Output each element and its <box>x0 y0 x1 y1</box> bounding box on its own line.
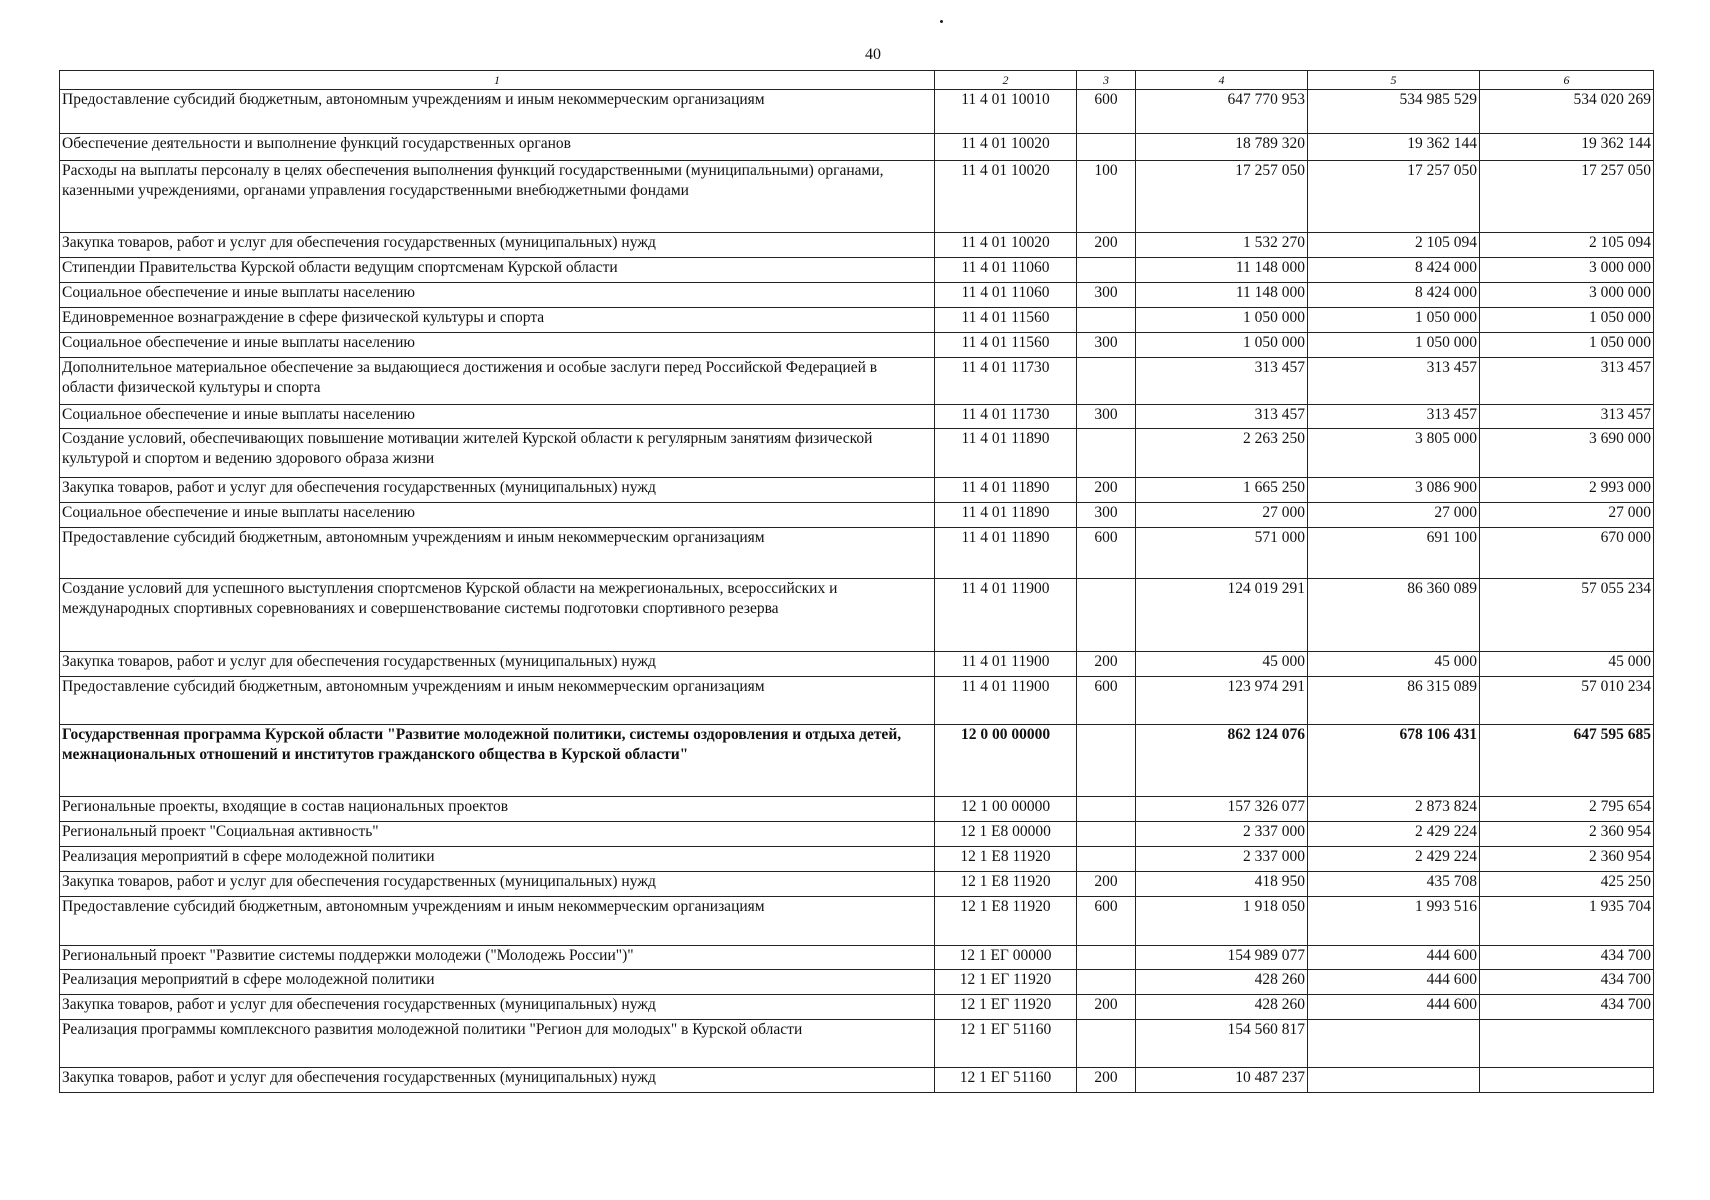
row-amount-2020-cell: 2 429 224 <box>1308 847 1480 872</box>
row-code-cell: 11 4 01 11890 <box>935 429 1077 478</box>
table-row <box>60 970 1654 995</box>
row-amount-2020-cell: 313 457 <box>1308 358 1480 405</box>
row-amount-2021-cell: 2 795 654 <box>1480 797 1654 822</box>
row-code-cell: 12 1 E8 11920 <box>935 897 1077 946</box>
row-code-cell: 12 1 ЕГ 00000 <box>935 946 1077 970</box>
row-code-cell: 12 1 ЕГ 51160 <box>935 1020 1077 1068</box>
table-row <box>60 822 1654 847</box>
row-expense-type-cell <box>1077 579 1136 652</box>
row-code-cell: 11 4 01 10020 <box>935 233 1077 258</box>
row-amount-2021-cell: 313 457 <box>1480 405 1654 429</box>
row-name-cell: Обеспечение деятельности и выполнение функций государственных органов <box>60 134 935 161</box>
row-name-cell: Предоставление субсидий бюджетным, автономным учреждениям и иным некоммерческим организациям <box>60 90 935 134</box>
row-amount-2021-cell: 425 250 <box>1480 872 1654 897</box>
row-code-cell: 12 1 ЕГ 51160 <box>935 1068 1077 1093</box>
row-code-cell: 12 1 E8 11920 <box>935 872 1077 897</box>
row-name-cell: Создание условий для успешного выступления спортсменов Курской области на межрегиональных, всероссийских и международных спортивных соревнованиях и совершенствование системы подготовки спортивного резерва <box>60 579 935 652</box>
row-code-cell: 12 1 E8 00000 <box>935 822 1077 847</box>
row-amount-2019-cell: 27 000 <box>1136 503 1308 528</box>
row-amount-2019-cell: 154 560 817 <box>1136 1020 1308 1068</box>
row-name-cell: Социальное обеспечение и иные выплаты населению <box>60 503 935 528</box>
row-amount-2020-cell: 435 708 <box>1308 872 1480 897</box>
row-expense-type-cell: 100 <box>1077 161 1136 233</box>
row-amount-2021-cell: 27 000 <box>1480 503 1654 528</box>
row-name-cell: Закупка товаров, работ и услуг для обеспечения государственных (муниципальных) нужд <box>60 995 935 1020</box>
row-amount-2021-cell: 2 993 000 <box>1480 478 1654 503</box>
row-amount-2019-cell: 45 000 <box>1136 652 1308 677</box>
row-amount-2019-cell: 418 950 <box>1136 872 1308 897</box>
row-amount-2020-cell: 1 050 000 <box>1308 333 1480 358</box>
row-expense-type-cell: 200 <box>1077 652 1136 677</box>
row-amount-2020-cell: 27 000 <box>1308 503 1480 528</box>
row-name-cell: Расходы на выплаты персоналу в целях обеспечения выполнения функций государственными (муниципальными) органами, казенными учреждениями, органами управления государственными внебюджетными фондами <box>60 161 935 233</box>
row-code-cell: 11 4 01 10020 <box>935 134 1077 161</box>
row-code-cell: 11 4 01 11560 <box>935 308 1077 333</box>
row-amount-2021-cell: 3 000 000 <box>1480 283 1654 308</box>
column-header: 5 <box>1308 71 1480 90</box>
row-amount-2019-cell: 2 337 000 <box>1136 847 1308 872</box>
table-row <box>60 946 1654 970</box>
row-expense-type-cell <box>1077 358 1136 405</box>
row-amount-2020-cell: 678 106 431 <box>1308 725 1480 797</box>
row-name-cell: Закупка товаров, работ и услуг для обеспечения государственных (муниципальных) нужд <box>60 652 935 677</box>
row-name-cell: Реализация мероприятий в сфере молодежной политики <box>60 970 935 995</box>
column-header: 1 <box>60 71 935 90</box>
table-row <box>60 652 1654 677</box>
row-amount-2021-cell: 57 055 234 <box>1480 579 1654 652</box>
table-row <box>60 797 1654 822</box>
row-amount-2021-cell: 534 020 269 <box>1480 90 1654 134</box>
table-row <box>60 233 1654 258</box>
row-name-cell: Социальное обеспечение и иные выплаты населению <box>60 333 935 358</box>
row-name-cell: Закупка товаров, работ и услуг для обеспечения государственных (муниципальных) нужд <box>60 872 935 897</box>
row-amount-2021-cell: 57 010 234 <box>1480 677 1654 725</box>
column-header: 2 <box>935 71 1077 90</box>
row-amount-2020-cell: 8 424 000 <box>1308 258 1480 283</box>
row-amount-2019-cell: 18 789 320 <box>1136 134 1308 161</box>
row-expense-type-cell: 600 <box>1077 677 1136 725</box>
row-name-cell: Закупка товаров, работ и услуг для обеспечения государственных (муниципальных) нужд <box>60 233 935 258</box>
row-code-cell: 11 4 01 11900 <box>935 652 1077 677</box>
row-amount-2020-cell: 313 457 <box>1308 405 1480 429</box>
row-code-cell: 11 4 01 11890 <box>935 478 1077 503</box>
row-name-cell: Стипендии Правительства Курской области ведущим спортсменам Курской области <box>60 258 935 283</box>
row-amount-2021-cell: 1 935 704 <box>1480 897 1654 946</box>
row-code-cell: 12 1 00 00000 <box>935 797 1077 822</box>
row-name-cell: Реализация мероприятий в сфере молодежной политики <box>60 847 935 872</box>
row-code-cell: 11 4 01 11890 <box>935 503 1077 528</box>
row-amount-2021-cell: 670 000 <box>1480 528 1654 579</box>
row-amount-2019-cell: 313 457 <box>1136 358 1308 405</box>
row-code-cell: 11 4 01 11560 <box>935 333 1077 358</box>
table-row <box>60 503 1654 528</box>
table-row <box>60 528 1654 579</box>
row-amount-2020-cell: 86 315 089 <box>1308 677 1480 725</box>
row-expense-type-cell <box>1077 429 1136 478</box>
row-amount-2019-cell: 124 019 291 <box>1136 579 1308 652</box>
budget-table <box>59 70 1654 1093</box>
table-row <box>60 1068 1654 1093</box>
row-amount-2019-cell: 1 532 270 <box>1136 233 1308 258</box>
row-name-cell: Единовременное вознаграждение в сфере физической культуры и спорта <box>60 308 935 333</box>
row-name-cell: Дополнительное материальное обеспечение за выдающиеся достижения и особые заслуги перед Российской Федерацией в области физической культуры и спорта <box>60 358 935 405</box>
column-header: 3 <box>1077 71 1136 90</box>
table-row <box>60 995 1654 1020</box>
row-amount-2019-cell: 11 148 000 <box>1136 283 1308 308</box>
row-expense-type-cell: 300 <box>1077 283 1136 308</box>
row-amount-2019-cell: 571 000 <box>1136 528 1308 579</box>
row-amount-2020-cell: 534 985 529 <box>1308 90 1480 134</box>
row-amount-2020-cell: 2 105 094 <box>1308 233 1480 258</box>
row-amount-2021-cell: 3 000 000 <box>1480 258 1654 283</box>
row-name-cell: Предоставление субсидий бюджетным, автономным учреждениям и иным некоммерческим организациям <box>60 897 935 946</box>
row-code-cell: 11 4 01 10010 <box>935 90 1077 134</box>
table-row <box>60 283 1654 308</box>
row-amount-2021-cell: 1 050 000 <box>1480 308 1654 333</box>
row-expense-type-cell <box>1077 134 1136 161</box>
row-amount-2021-cell: 2 360 954 <box>1480 822 1654 847</box>
row-amount-2020-cell: 444 600 <box>1308 995 1480 1020</box>
row-amount-2021-cell <box>1480 1020 1654 1068</box>
row-amount-2019-cell: 313 457 <box>1136 405 1308 429</box>
row-amount-2021-cell: 647 595 685 <box>1480 725 1654 797</box>
row-name-cell: Социальное обеспечение и иные выплаты населению <box>60 283 935 308</box>
row-amount-2020-cell: 2 429 224 <box>1308 822 1480 847</box>
table-row <box>60 405 1654 429</box>
table-row <box>60 134 1654 161</box>
table-row <box>60 161 1654 233</box>
table-row <box>60 579 1654 652</box>
row-amount-2019-cell: 428 260 <box>1136 995 1308 1020</box>
row-expense-type-cell <box>1077 797 1136 822</box>
row-expense-type-cell <box>1077 822 1136 847</box>
row-name-cell: Государственная программа Курской области "Развитие молодежной политики, системы оздоровления и отдыха детей, межнациональных отношений и институтов гражданского общества в Курской области" <box>60 725 935 797</box>
row-code-cell: 11 4 01 11890 <box>935 528 1077 579</box>
row-amount-2020-cell: 1 993 516 <box>1308 897 1480 946</box>
row-expense-type-cell <box>1077 308 1136 333</box>
row-name-cell: Закупка товаров, работ и услуг для обеспечения государственных (муниципальных) нужд <box>60 1068 935 1093</box>
row-name-cell: Региональный проект "Социальная активность" <box>60 822 935 847</box>
row-amount-2019-cell: 154 989 077 <box>1136 946 1308 970</box>
row-expense-type-cell: 300 <box>1077 503 1136 528</box>
row-code-cell: 11 4 01 10020 <box>935 161 1077 233</box>
row-amount-2019-cell: 647 770 953 <box>1136 90 1308 134</box>
row-code-cell: 12 1 ЕГ 11920 <box>935 970 1077 995</box>
table-row <box>60 478 1654 503</box>
row-name-cell: Закупка товаров, работ и услуг для обеспечения государственных (муниципальных) нужд <box>60 478 935 503</box>
row-code-cell: 12 0 00 00000 <box>935 725 1077 797</box>
table-row <box>60 897 1654 946</box>
table-row <box>60 90 1654 134</box>
row-expense-type-cell: 600 <box>1077 897 1136 946</box>
row-expense-type-cell: 300 <box>1077 405 1136 429</box>
row-expense-type-cell <box>1077 970 1136 995</box>
row-expense-type-cell: 200 <box>1077 1068 1136 1093</box>
column-number-row <box>60 71 1654 90</box>
row-amount-2021-cell: 313 457 <box>1480 358 1654 405</box>
row-expense-type-cell <box>1077 725 1136 797</box>
row-code-cell: 11 4 01 11730 <box>935 358 1077 405</box>
column-header: 6 <box>1480 71 1654 90</box>
row-amount-2021-cell: 19 362 144 <box>1480 134 1654 161</box>
row-name-cell: Предоставление субсидий бюджетным, автономным учреждениям и иным некоммерческим организациям <box>60 677 935 725</box>
row-amount-2021-cell: 2 360 954 <box>1480 847 1654 872</box>
table-row <box>60 358 1654 405</box>
table-row <box>60 333 1654 358</box>
row-amount-2019-cell: 862 124 076 <box>1136 725 1308 797</box>
row-expense-type-cell: 200 <box>1077 478 1136 503</box>
row-amount-2019-cell: 10 487 237 <box>1136 1068 1308 1093</box>
table-row <box>60 677 1654 725</box>
table-body <box>60 90 1654 1093</box>
table-row <box>60 258 1654 283</box>
row-amount-2020-cell <box>1308 1020 1480 1068</box>
row-amount-2021-cell: 434 700 <box>1480 970 1654 995</box>
row-amount-2019-cell: 2 263 250 <box>1136 429 1308 478</box>
row-amount-2020-cell: 1 050 000 <box>1308 308 1480 333</box>
row-amount-2021-cell: 45 000 <box>1480 652 1654 677</box>
row-amount-2020-cell: 3 086 900 <box>1308 478 1480 503</box>
table-row <box>60 725 1654 797</box>
row-code-cell: 11 4 01 11060 <box>935 283 1077 308</box>
row-code-cell: 11 4 01 11730 <box>935 405 1077 429</box>
row-expense-type-cell: 200 <box>1077 233 1136 258</box>
table-row <box>60 308 1654 333</box>
row-amount-2020-cell: 17 257 050 <box>1308 161 1480 233</box>
row-name-cell: Реализация программы комплексного развития молодежной политики "Регион для молодых" в Курской области <box>60 1020 935 1068</box>
row-amount-2019-cell: 17 257 050 <box>1136 161 1308 233</box>
row-amount-2020-cell <box>1308 1068 1480 1093</box>
row-amount-2019-cell: 1 665 250 <box>1136 478 1308 503</box>
row-expense-type-cell: 200 <box>1077 872 1136 897</box>
row-amount-2020-cell: 86 360 089 <box>1308 579 1480 652</box>
row-code-cell: 12 1 ЕГ 11920 <box>935 995 1077 1020</box>
row-expense-type-cell <box>1077 847 1136 872</box>
row-amount-2019-cell: 428 260 <box>1136 970 1308 995</box>
row-code-cell: 11 4 01 11900 <box>935 579 1077 652</box>
row-amount-2020-cell: 444 600 <box>1308 946 1480 970</box>
row-amount-2020-cell: 45 000 <box>1308 652 1480 677</box>
row-amount-2021-cell: 3 690 000 <box>1480 429 1654 478</box>
row-code-cell: 11 4 01 11060 <box>935 258 1077 283</box>
row-expense-type-cell: 600 <box>1077 528 1136 579</box>
row-amount-2020-cell: 691 100 <box>1308 528 1480 579</box>
row-amount-2019-cell: 1 050 000 <box>1136 308 1308 333</box>
row-name-cell: Социальное обеспечение и иные выплаты населению <box>60 405 935 429</box>
scan-speck <box>940 20 943 23</box>
row-amount-2019-cell: 157 326 077 <box>1136 797 1308 822</box>
column-header: 4 <box>1136 71 1308 90</box>
row-amount-2020-cell: 3 805 000 <box>1308 429 1480 478</box>
row-expense-type-cell: 200 <box>1077 995 1136 1020</box>
page-number: 40 <box>865 46 881 63</box>
row-amount-2021-cell: 434 700 <box>1480 946 1654 970</box>
table-row <box>60 429 1654 478</box>
row-expense-type-cell <box>1077 1020 1136 1068</box>
row-amount-2019-cell: 11 148 000 <box>1136 258 1308 283</box>
row-expense-type-cell <box>1077 946 1136 970</box>
table-row <box>60 1020 1654 1068</box>
row-name-cell: Предоставление субсидий бюджетным, автономным учреждениям и иным некоммерческим организациям <box>60 528 935 579</box>
row-amount-2020-cell: 444 600 <box>1308 970 1480 995</box>
row-amount-2020-cell: 2 873 824 <box>1308 797 1480 822</box>
row-amount-2021-cell: 2 105 094 <box>1480 233 1654 258</box>
row-name-cell: Создание условий, обеспечивающих повышение мотивации жителей Курской области к регулярным занятиям физической культурой и спортом и ведению здорового образа жизни <box>60 429 935 478</box>
row-amount-2021-cell: 434 700 <box>1480 995 1654 1020</box>
row-expense-type-cell: 300 <box>1077 333 1136 358</box>
table-row <box>60 847 1654 872</box>
row-amount-2019-cell: 2 337 000 <box>1136 822 1308 847</box>
row-code-cell: 12 1 E8 11920 <box>935 847 1077 872</box>
row-amount-2021-cell: 1 050 000 <box>1480 333 1654 358</box>
row-amount-2021-cell: 17 257 050 <box>1480 161 1654 233</box>
row-expense-type-cell: 600 <box>1077 90 1136 134</box>
row-expense-type-cell <box>1077 258 1136 283</box>
row-amount-2020-cell: 8 424 000 <box>1308 283 1480 308</box>
row-amount-2021-cell <box>1480 1068 1654 1093</box>
row-name-cell: Региональный проект "Развитие системы поддержки молодежи ("Молодежь России")" <box>60 946 935 970</box>
row-amount-2019-cell: 1 050 000 <box>1136 333 1308 358</box>
row-code-cell: 11 4 01 11900 <box>935 677 1077 725</box>
table-row <box>60 872 1654 897</box>
row-name-cell: Региональные проекты, входящие в состав национальных проектов <box>60 797 935 822</box>
row-amount-2020-cell: 19 362 144 <box>1308 134 1480 161</box>
row-amount-2019-cell: 1 918 050 <box>1136 897 1308 946</box>
row-amount-2019-cell: 123 974 291 <box>1136 677 1308 725</box>
